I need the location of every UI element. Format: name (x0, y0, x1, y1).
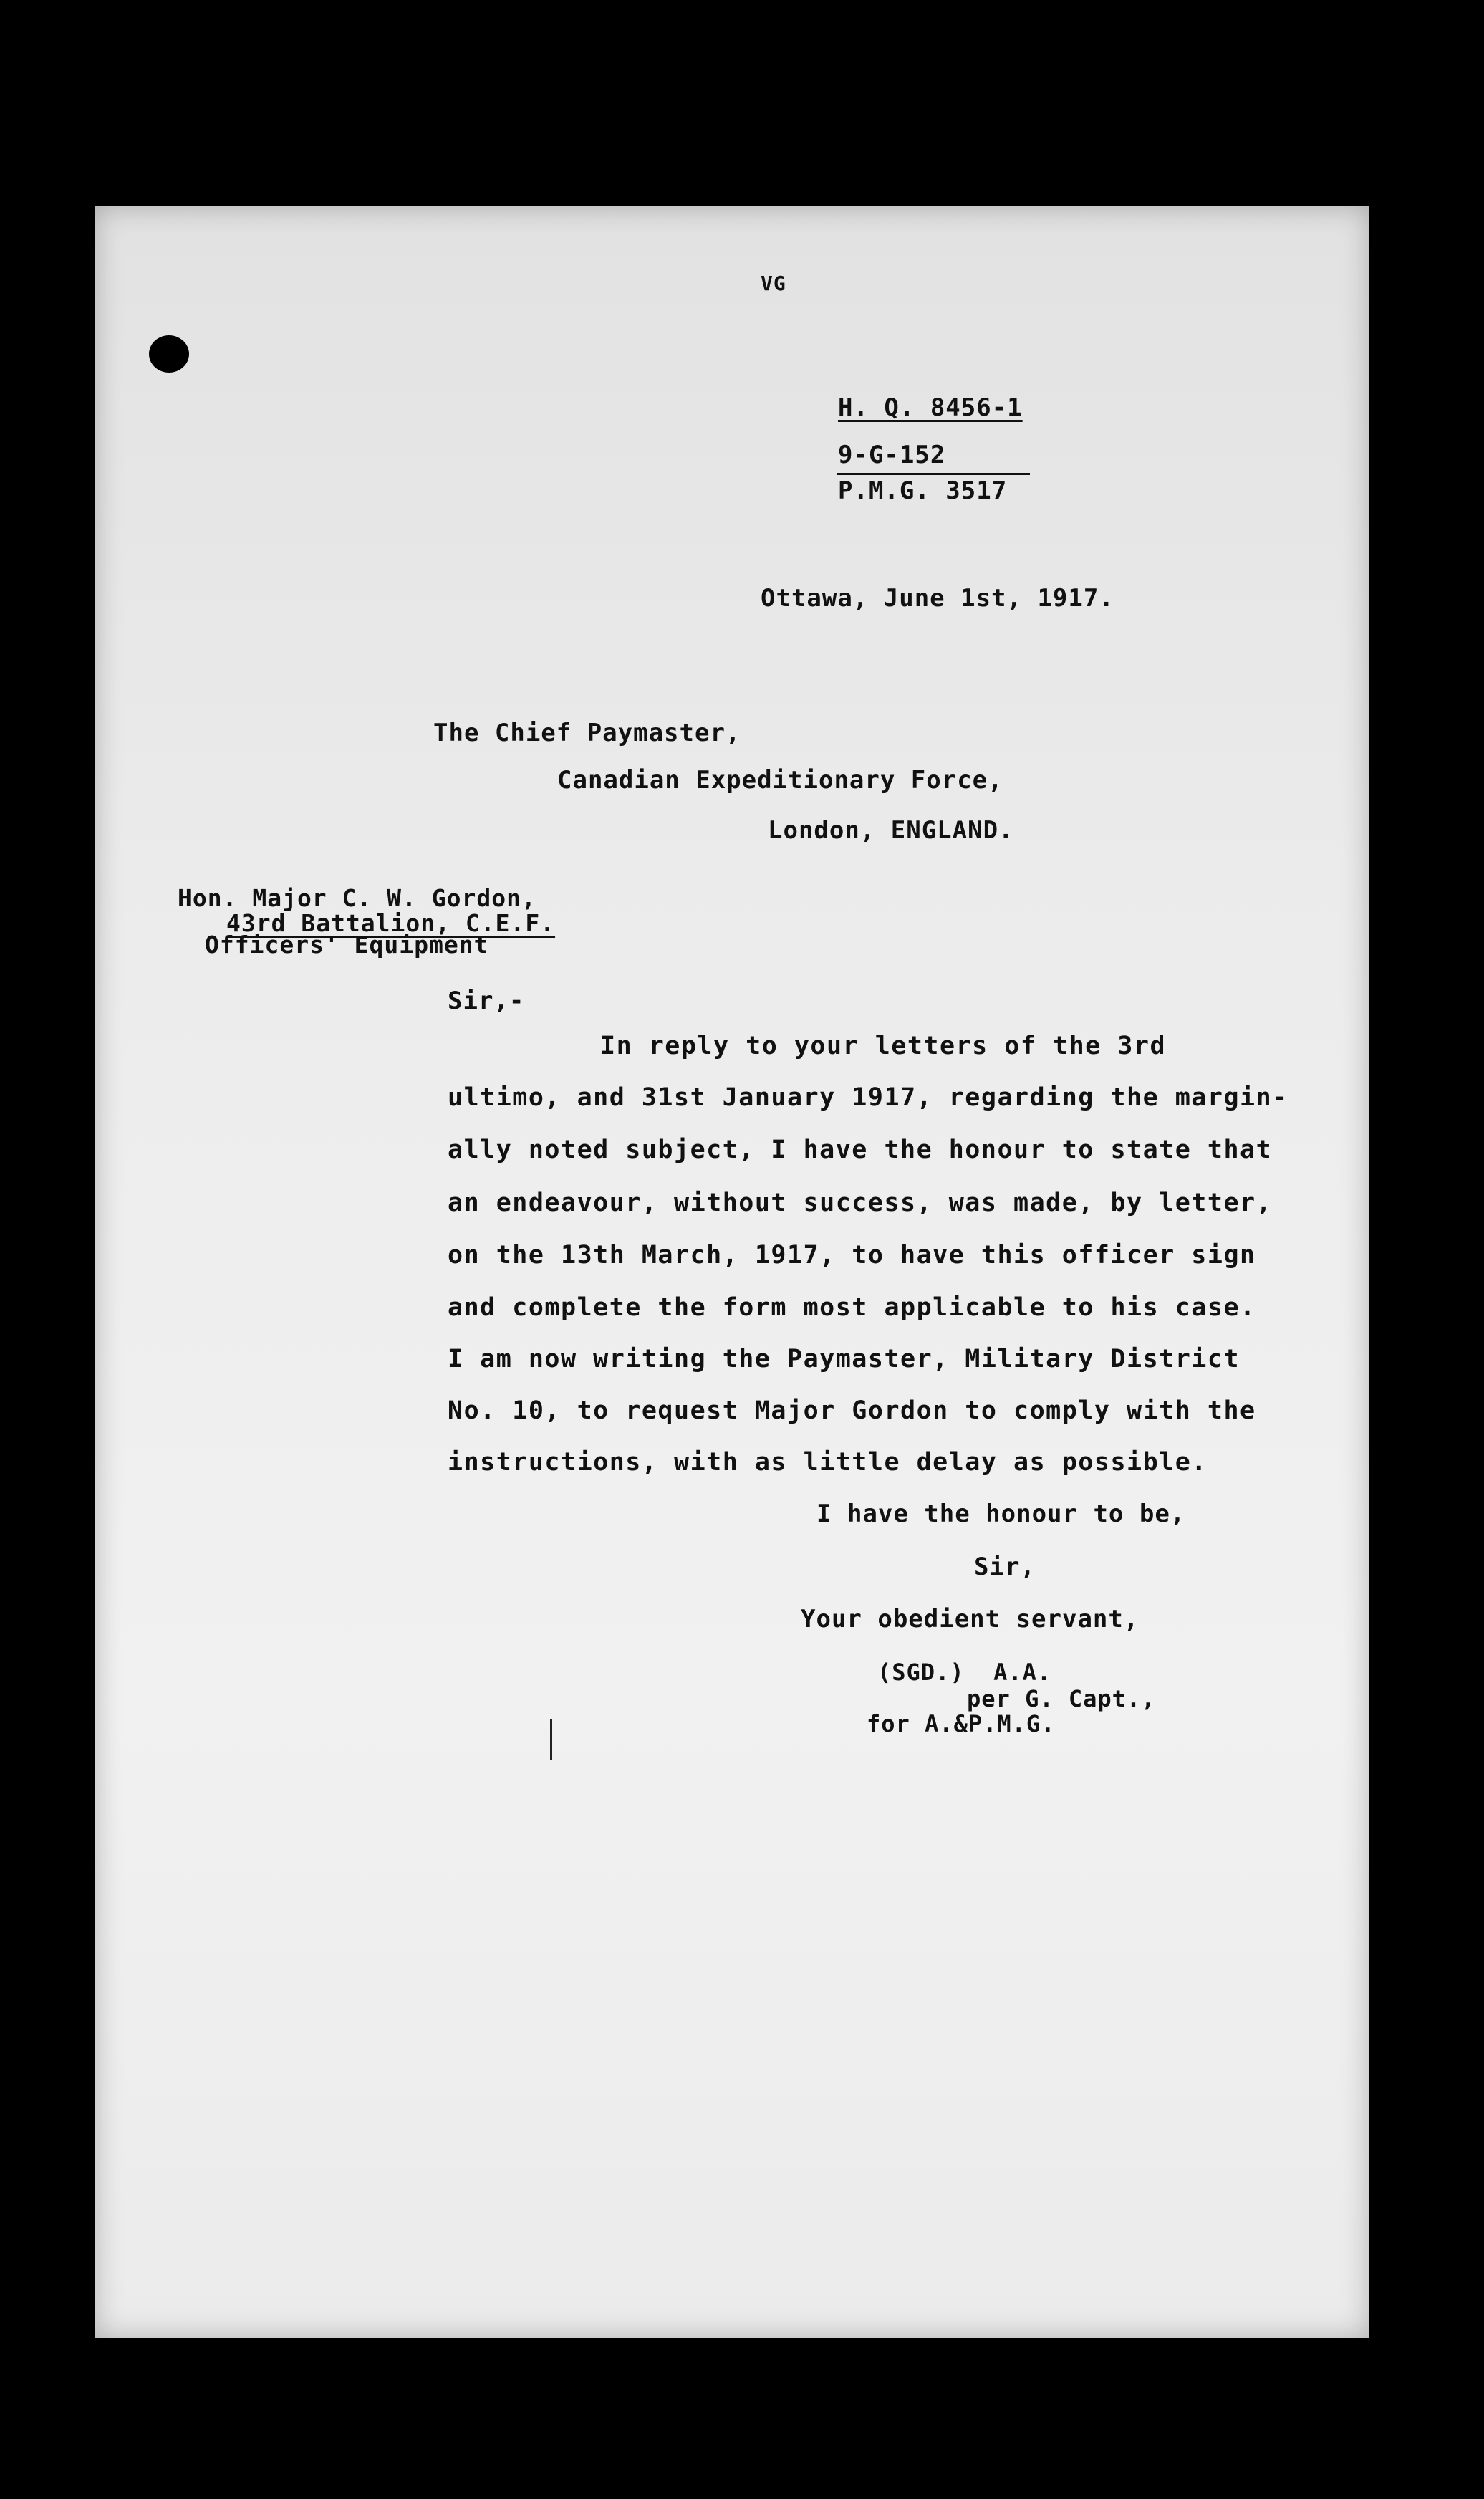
addressee-line-2: Canadian Expeditionary Force, (557, 766, 1003, 795)
file-ref-pmg: P.M.G. 3517 (838, 476, 1008, 505)
salutation: Sir,- (448, 987, 525, 1015)
signature-line-2: per G. Capt., (967, 1685, 1156, 1712)
marginal-note-line-2: 43rd Battalion, C.E.F. (226, 909, 556, 937)
body-line-1: In reply to your letters of the 3rd (600, 1032, 1167, 1060)
closing-line-1: I have the honour to be, (816, 1500, 1186, 1528)
body-line-5: on the 13th March, 1917, to have this officer sign (448, 1241, 1256, 1270)
body-line-8: No. 10, to request Major Gordon to comply with the (448, 1396, 1256, 1425)
file-ref-divider (837, 473, 1030, 475)
addressee-line-1: The Chief Paymaster, (433, 719, 741, 747)
date-line: Ottawa, June 1st, 1917. (761, 584, 1114, 613)
marginal-note-line-1: Hon. Major C. W. Gordon, (178, 884, 536, 912)
body-line-2: ultimo, and 31st January 1917, regarding the margin- (448, 1083, 1288, 1112)
closing-line-3: Your obedient servant, (801, 1605, 1140, 1634)
file-ref-2: 9-G-152 (838, 441, 946, 469)
signature-line-3: for A.&P.M.G. (867, 1710, 1056, 1737)
signature-line-1: (SGD.) A.A. (877, 1659, 1052, 1686)
body-line-7: I am now writing the Paymaster, Military District (448, 1345, 1240, 1373)
punch-hole (149, 335, 189, 373)
margin-scratch-mark (550, 1719, 552, 1760)
closing-line-2: Sir, (974, 1553, 1036, 1581)
body-line-4: an endeavour, without success, was made, by letter, (448, 1189, 1273, 1217)
file-ref-hq: H. Q. 8456-1 (838, 393, 1023, 422)
body-line-3: ally noted subject, I have the honour to state that (448, 1136, 1273, 1164)
document-page (95, 206, 1369, 2338)
addressee-line-3: London, ENGLAND. (768, 816, 1014, 845)
body-line-6: and complete the form most applicable to his case. (448, 1293, 1256, 1322)
body-line-9: instructions, with as little delay as possible. (448, 1448, 1208, 1477)
header-mark: VG (761, 272, 786, 295)
marginal-note-line-3: Officers' Equipment (205, 931, 489, 959)
